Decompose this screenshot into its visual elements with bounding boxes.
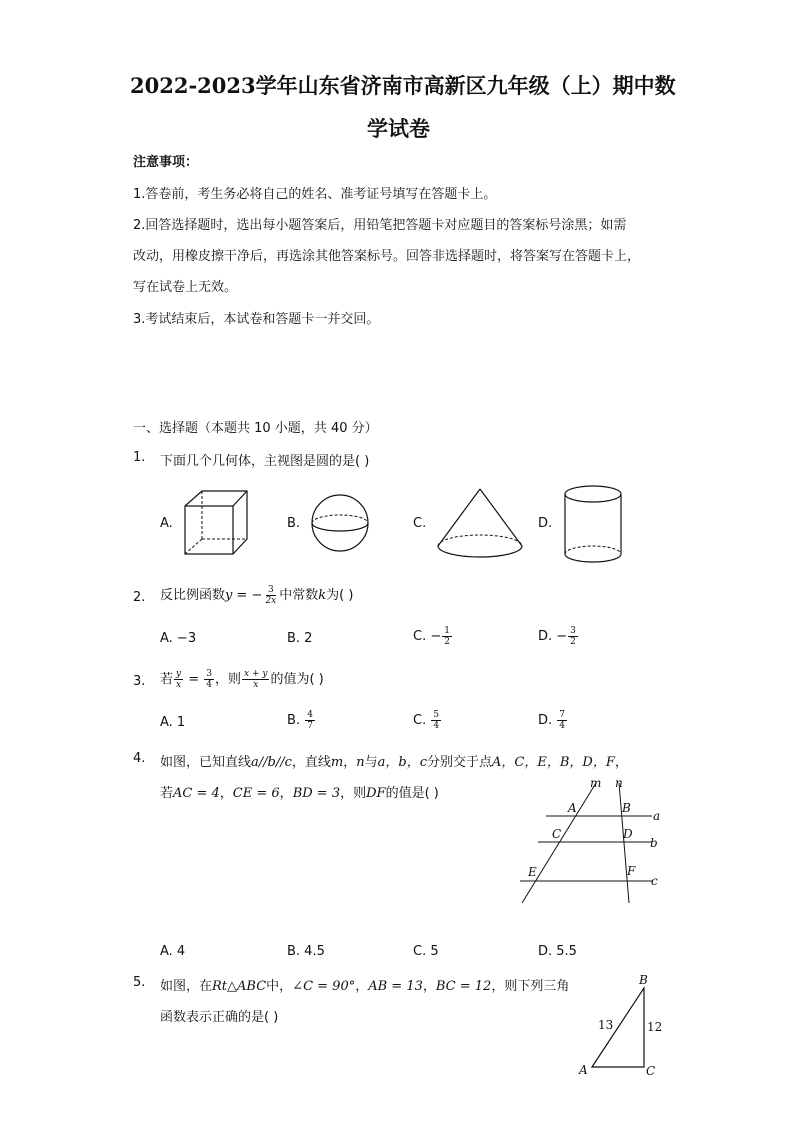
label-c: c [651,874,658,888]
q3-option-b-num: 4 [307,710,313,720]
q2-equals: = − [232,588,263,603]
question-3-text [160,668,324,692]
q4-option-a: A. 4 [160,944,186,959]
notice-item-2-line-2: 改动，用橡皮擦干净后，再选涂其他答案标号。回答非选择题时，将答案写在答题卡上， [133,249,641,264]
q3-option-c-label: C. [413,713,427,728]
q3-f3-num: x + y [244,669,268,679]
q3-option-b-label: B. [287,713,301,728]
q4-l1-points: A，C，E，B，D，F [492,755,615,770]
q5-l1-e: ，则下列三角 [491,979,570,994]
q1-option-b-label: B. [287,516,301,531]
label-D: D [623,827,633,841]
q2-option-d-den: 2 [570,637,576,647]
cylinder-figure [560,482,626,568]
q2-var-k: k [318,588,327,603]
q3-option-d [538,710,568,732]
q3-option-b-den: 7 [307,721,313,731]
page-title-line2: 学试卷 [367,116,430,141]
q2-option-b: B. 2 [287,631,313,646]
q4-l1-a: 如图，已知直线 [160,755,252,770]
q4-l2-a: 若 [160,786,174,801]
question-number-2: 2. [133,590,146,605]
q3-f1-den: x [176,680,182,690]
q2-option-c-den: 2 [444,637,450,647]
q3-f3-den: x [253,680,259,690]
q3-text-c: 的值为( ) [270,672,324,687]
q2-frac-den: 2x [265,596,277,606]
parallel-lines-figure [510,775,670,910]
label-A: A [579,1063,588,1077]
q4-l1-parallel: a//b//c [251,755,292,770]
q4-option-d: D. 5.5 [538,944,577,959]
q5-l1-triangle: Rt△ABC [212,979,267,994]
cube-figure [180,488,252,558]
q4-option-c: C. 5 [413,944,439,959]
right-triangle-figure [570,968,670,1080]
q5-l1-b: 中， [266,979,293,994]
q5-l1-angle: ∠C = 90° [292,979,356,994]
notice-item-3: 3.考试结束后，本试卷和答题卡一并交回。 [133,312,380,327]
question-number-1: 1. [133,450,146,465]
q2-option-d-num: 3 [570,626,576,636]
q2-option-d-label: D. − [538,629,568,644]
question-5-line-2: 函数表示正确的是( ) [160,1010,279,1025]
label-m: m [590,776,602,790]
question-2-text [160,584,353,608]
page-title-line1: 2022-2023学年山东省济南市高新区九年级（上）期中数 [130,73,676,98]
notice-item-2-line-3: 写在试卷上无效。 [133,280,238,295]
q5-l1-ab: AB = 13 [368,979,423,994]
q4-l2-b: ，则 [340,786,367,801]
q3-option-c [413,710,442,732]
q4-l1-n: n [356,755,365,770]
question-number-3: 3. [133,674,146,689]
q2-var-y: y [225,588,233,603]
q4-l1-d: 与 [364,755,378,770]
q3-option-c-num: 5 [433,710,440,720]
q2-text-c: 为( ) [326,588,354,603]
q4-option-b: B. 4.5 [287,944,325,959]
notice-heading: 注意事项： [133,155,199,170]
q3-option-a: A. 1 [160,715,186,730]
label-F: F [627,864,636,878]
q2-text-b: 中常数 [279,588,319,603]
q3-f2-num: 3 [206,669,213,679]
q4-l2-c1: ， [219,786,233,801]
q2-text-a: 反比例函数 [160,588,226,603]
q4-l1-f: ， [614,755,628,770]
side-bc-length: 12 [647,1020,663,1034]
q3-equals: = [184,672,204,687]
question-4-line-1 [160,751,628,770]
q3-option-c-den: 4 [433,721,440,731]
q1-option-d-label: D. [538,516,553,531]
q2-option-c-label: C. − [413,629,442,644]
notice-item-2-line-1: 2.回答选择题时，选出每小题答案后，用铅笔把答题卡对应题目的答案标号涂黑；如需 [133,218,627,233]
q2-frac-num: 3 [267,585,274,595]
q3-option-b [287,710,316,732]
q5-l1-a: 如图，在 [160,979,213,994]
q2-fraction [263,585,278,606]
q2-option-c [413,626,453,648]
q4-l2-c: 的值是( ) [385,786,439,801]
label-a: a [653,809,661,823]
q4-l1-c: ， [343,755,357,770]
cone-figure [432,485,532,563]
q3-f1-num: y [176,669,182,679]
q3-f2-den: 4 [206,680,213,690]
q3-option-d-label: D. [538,713,553,728]
line-m [522,783,596,903]
q4-l2-df: DF [366,786,386,801]
q4-l1-b: ，直线 [291,755,331,770]
label-n: n [615,776,623,790]
q4-l2-c2: ， [279,786,293,801]
q4-l1-abc: a，b，c [377,755,427,770]
question-number-4: 4. [133,751,146,766]
notice-item-1: 1.答卷前，考生务必将自己的姓名、准考证号填写在答题卡上。 [133,187,497,202]
sphere-figure [305,487,375,559]
q3-option-d-num: 7 [559,710,566,720]
side-ab-length: 13 [598,1018,614,1032]
q3-text-a: 若 [160,672,174,687]
label-C: C [646,1064,656,1078]
question-5-line-1 [160,975,569,994]
q3-text-b: ，则 [215,672,242,687]
label-E: E [528,865,537,879]
question-4-line-2 [160,782,439,801]
label-B: B [622,801,631,815]
q4-l1-e: 分别交于点 [427,755,493,770]
q1-option-a-label: A. [160,516,173,531]
q2-option-a: A. −3 [160,631,197,646]
section-heading: 一、选择题（本题共 10 小题，共 40 分） [133,421,378,436]
q3-option-d-den: 4 [559,721,566,731]
q4-l2-bd: BD = 3 [292,786,341,801]
label-C: C [552,827,562,841]
q5-l1-bc: BC = 12 [435,979,492,994]
q5-l1-d: ， [422,979,436,994]
q4-l1-m: m [330,755,344,770]
label-b: b [650,836,658,850]
q2-option-c-num: 1 [444,626,450,636]
label-B: B [639,973,648,987]
q1-option-c-label: C. [413,516,427,531]
question-1-text: 下面几个几何体，主视图是圆的是( ) [160,454,370,469]
question-number-5: 5. [133,975,146,990]
label-A: A [568,801,577,815]
q4-l2-ce: CE = 6 [232,786,280,801]
q2-option-d [538,626,579,648]
q4-l2-ac: AC = 4 [173,786,220,801]
q5-l1-c: ， [355,979,369,994]
